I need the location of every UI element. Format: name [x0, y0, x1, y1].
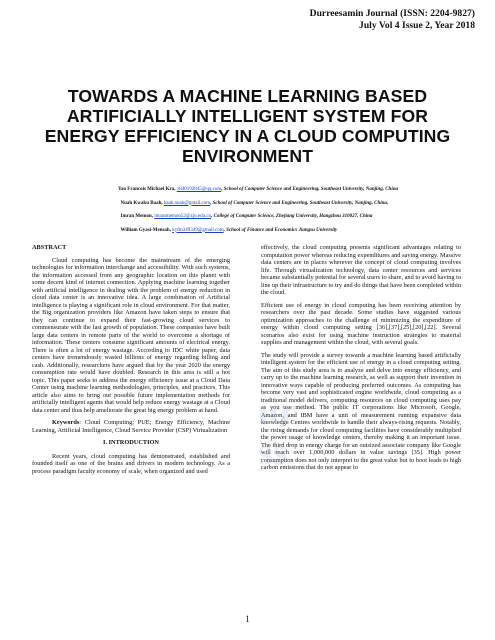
watermark-logo: ur ss — [258, 391, 296, 473]
abstract-heading: ABSTRACT — [32, 244, 67, 251]
left-column — [32, 244, 230, 480]
author-email[interactable]: kyfm349349@gmail.com — [172, 227, 224, 233]
journal-issue: July Vol 4 Issue 2, Year 2018 — [359, 20, 475, 31]
author-line: Nuah Kwaku Baah, baah.nuah@gmail.com, School of Computer Science and Engineering, Southeast University, Nanjing, China, — [120, 200, 389, 206]
author-email[interactable]: baah.nuah@gmail.com — [163, 200, 211, 206]
introduction-heading: I. INTRODUCTION — [103, 439, 159, 446]
paper-title: TOWARDS A MACHINE LEARNING BASED ARTIFICIALLY INTELLIGENT SYSTEM FOR ENERGY EFFICIENCY IN A CLOUD COMPUTING ENVIRONMENT — [44, 86, 451, 166]
author-email[interactable]: 1840192845@qq.com — [176, 187, 222, 192]
author-line: Yao Francois Michael Kra, 1840192845@qq.com, School of Computer Science and Engineering, Southeast University, Nanjing, China — [118, 187, 399, 192]
author-line: William Gyasi-Mensah, kyfm349349@gmail.com, School of Finance and Economics Jiangsu University — [120, 227, 338, 233]
journal-name: Durreesamin Journal (ISSN: 2204-9827) — [309, 8, 475, 19]
page-number: 1 — [245, 614, 250, 624]
author-line: Imran Memon, imranmemon52@zju.edu.cn, College of Computer Science, Zhejiang University, Hangzhou 310027, China — [120, 214, 373, 219]
body-paragraph: The study will provide a survey towards a machine learning based artificially intelligent system for the efficient use of energy in a cloud computing setting. The aim of this study area is to analyze and delve into energy efficiency, and carry up to the machine learning research, as well as support their invention in innovative ways capable of producing preferred outcomes. As computing has become very vast and sophisticated engine worldwide, cloud computing as a traditional model delivers, computing resources on cloud computing uses pay as you use method. The public IT corporations like Microsoft, Google, Amazon, and IBM have a unit of measurement running expansive data knowledge Centres worldwide to handle their always-rising requests. Notably, the rising demands for cloud computing facilities have considerably multiplied the power usage of knowledge centers, thereby making it an important issue. The third drop in energy charge for an outsized associate company like Google will reach over 1,000,000 dollars in value savings [35]. High power consumption does not only interpret to the great value but to boot leads to high carbon emissions that do not appear to — [261, 351, 461, 471]
journal-header — [310, 8, 475, 32]
abstract-text: Cloud computing has become the mainstream of the emerging technologies for information interchange and accessibility. With such systems, the information accessed from any geographic location on this planet with some decent kind of internet connection. Applying machine learning together with artificial intelligence in dealing with the problem of energy reduction in cloud data center is an innovative idea. A large combination of Artificial intelligence is playing a significant role in cloud environment. For that matter, the Big organization providers like Amazon have taken steps to ensure that they can continue to expand their fast-growing cloud services to commensurate with the fast growth of population. These companies have built large data centers in remote parts of the world to overcome a shortage of information. These centers consume significant amounts of electrical energy. There is often a lot of energy wastage. According to IDC white paper, data centers have tremendously wasted billions of energy regarding billing and cash. Additionally, researchers have argued that by the year 2020 the energy consumption rate would have doubled. Research in this area is still a hot topic. This paper seeks to address the energy efficiency issue at a Cloud Data Center using machine learning methodologies, principles, and practices. This article also aims to bring out possible future implementation methods for artificially intelligent agents that would help reduce energy wastage at a Cloud data center and thus help ameliorate the great big energy problem at hand. — [32, 256, 230, 414]
right-column — [261, 244, 461, 477]
author-email[interactable]: imranmemon52@zju.edu.cn — [154, 214, 212, 219]
author-list — [118, 183, 488, 237]
keywords: Keywords: Cloud Computing; PUE; Energy Efficiency, Machine Learning, Artificial Intelligence, Cloud Service Provider (CSP) Virtualization — [32, 419, 230, 434]
introduction-text: Recent years, cloud computing has demonstrated, established and founded itself as one of the brains and drivers in modern technology. As a process paradigm faculty economy of scale, when organized and used — [32, 452, 230, 475]
body-paragraph: Efficient use of energy in cloud computing has been receiving attention by researchers over the past decade. Some studies have suggested various optimization approaches to the challenge of minimizing the expenditure of energy within cloud computing setting [36],[37],[25],[20],[22]. Several scenarios also exist for using machine instruction strategies to material supplies and management within the cloud, with several goals. — [261, 301, 461, 346]
body-paragraph: effectively, the cloud computing presents significant advantages relating to computation power whereas reducing expenditures and saving energy. Massive data centers are in places wherever the concept of cloud computing involves life. Through virtualization technology, data center resources and services became substantially potential for several users to share, and to avoid having to line up their infrastructure to try and do things that have been completed within the cloud. — [261, 244, 461, 296]
